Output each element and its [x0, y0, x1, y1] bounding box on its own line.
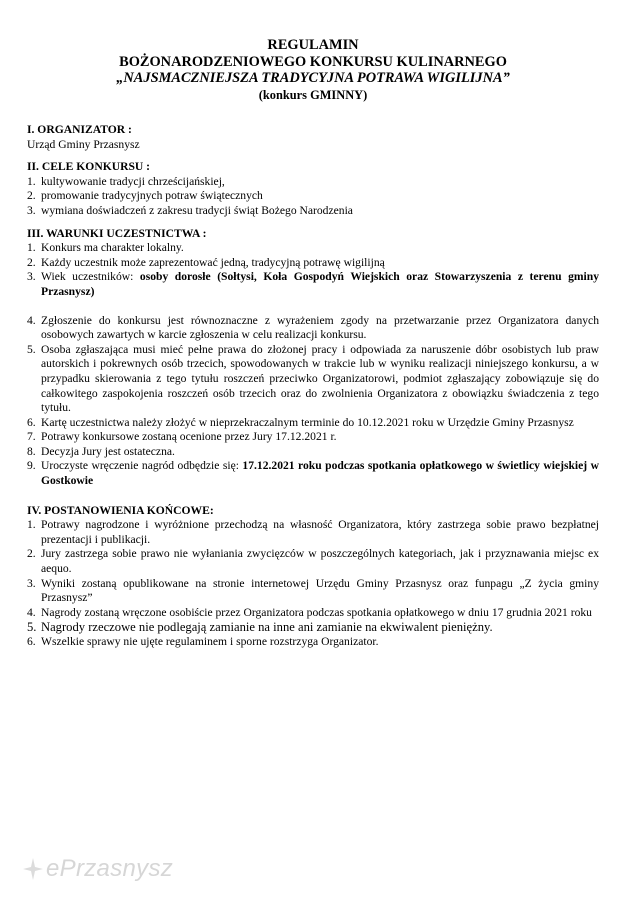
list-item — [27, 635, 599, 650]
item-text: Potrawy konkursowe zostaną ocenione przez Jury 17.12.2021 r. — [41, 430, 337, 444]
list-item — [27, 445, 599, 460]
document-header — [27, 37, 599, 103]
document-page — [27, 37, 599, 650]
list-item — [27, 620, 599, 635]
item-text: wymiana doświadczeń z zakresu tradycji świąt Bożego Narodzenia — [41, 203, 353, 217]
item-text — [41, 459, 599, 488]
item-number: 4. — [27, 605, 36, 619]
section-organizer — [27, 123, 599, 152]
list-item — [27, 175, 599, 190]
item-text: Kartę uczestnictwa należy złożyć w nieprzekraczalnym terminie do 10.12.2021 roku w Urzędzie Gminy Przasnysz — [41, 415, 574, 429]
item-number: 7. — [27, 430, 36, 444]
item-number: 9. — [27, 459, 36, 473]
item-text: Jury zastrzega sobie prawo nie wyłaniania zwycięzców w poszczególnych kategoriach, jak i przyznawania miejsc ex aequo. — [41, 547, 599, 576]
item-number: 3. — [27, 576, 36, 590]
item-number: 1. — [27, 518, 36, 532]
item-text — [41, 270, 599, 299]
list-item — [27, 547, 599, 576]
watermark-text: ePrzasnysz — [46, 854, 174, 882]
item-number: 3. — [27, 203, 36, 217]
contest-name: „NAJSMACZNIEJSZA TRADYCYJNA POTRAWA WIGILIJNA” — [116, 70, 510, 86]
item-text: Osoba zgłaszająca musi mieć pełne prawa do złożonej pracy i odpowiada za naruszenie dóbr osobistych lub praw autorskich i pokrewnych osób trzecich, spowodowanych w trakcie lub w wyniku realizacji niniejszego konkursu, a w przypadku skierowania z tego tytułu roszczeń przeciwko Organizatorowi, podmiot zgłaszający zobowiązuje się do całkowitego zaspokojenia roszczeń osób trzecich oraz do zwolnienia Organizatora z obowiązku świadczenia z tego tytułu. — [41, 342, 599, 415]
item-text: promowanie tradycyjnych potraw świątecznych — [41, 189, 263, 203]
item-text: Wyniki zostaną opublikowane na stronie internetowej Urzędu Gminy Przasnysz oraz funpagu „Z życia gminy Przasnysz” — [41, 576, 599, 605]
item-number: 8. — [27, 444, 36, 458]
section-title: IV. POSTANOWIENIA KOŃCOWE: — [27, 503, 214, 517]
section-title: I. ORGANIZATOR : — [27, 123, 132, 136]
list-item — [27, 430, 599, 445]
item-text: kultywowanie tradycji chrześcijańskiej, — [41, 174, 225, 188]
list-item — [27, 416, 599, 431]
list-item — [27, 577, 599, 606]
item-number: 5. — [27, 342, 36, 356]
star-logo-icon — [22, 856, 44, 882]
item-text: Wszelkie sprawy nie ujęte regulaminem i sporne rozstrzyga Organizator. — [41, 635, 379, 648]
organizer-name: Urząd Gminy Przasnysz — [27, 137, 140, 151]
list-item — [27, 343, 599, 416]
section-goals — [27, 160, 599, 218]
list-item — [27, 241, 599, 256]
item-number: 2. — [27, 547, 36, 561]
item-text: Zgłoszenie do konkursu jest równoznaczne z wyrażeniem zgody na przetwarzanie przez Organizatora danych osobowych zawartych w karcie zgłoszenia w celu realizacji konkursu. — [41, 313, 599, 342]
item-text: Decyzja Jury jest ostateczna. — [41, 444, 175, 458]
item-number: 1. — [27, 241, 36, 255]
list-item — [27, 270, 599, 299]
list-item — [27, 459, 599, 488]
item-number: 2. — [27, 189, 36, 203]
list-item — [27, 189, 599, 204]
item-text-bold: 17.12.2021 roku podczas spotkania opłatkowego w świetlicy wiejskiej w Gostkowie — [41, 459, 599, 488]
item-number: 5. — [27, 620, 37, 635]
list-item — [27, 606, 599, 621]
item-text: Każdy uczestnik może zaprezentować jedną, tradycyjną potrawę wigilijną — [41, 255, 385, 269]
item-number: 1. — [27, 174, 36, 188]
item-number: 3. — [27, 270, 36, 284]
title-line: REGULAMIN — [267, 37, 359, 53]
item-text-bold: osoby dorosłe (Sołtysi, Koła Gospodyń Wiejskich oraz Stowarzyszenia z terenu gminy Przasnysz) — [41, 270, 599, 298]
item-number: 6. — [27, 415, 36, 429]
item-text: Potrawy nagrodzone i wyróżnione przechodzą na własność Organizatora, który zastrzega sobie prawo bezpłatnej prezentacji i publikacji. — [41, 518, 599, 546]
item-text-plain: Uroczyste wręczenie nagród odbędzie się: — [41, 459, 243, 473]
item-text: Nagrody zostaną wręczone osobiście przez Organizatora podczas spotkania opłatkowego w dniu 17 grudnia 2021 roku — [41, 605, 592, 619]
item-text-plain: Wiek uczestników: — [41, 270, 140, 284]
section-title: II. CELE KONKURSU : — [27, 160, 151, 174]
item-number: 2. — [27, 255, 36, 269]
contest-scope: (konkurs GMINNY) — [258, 87, 368, 102]
site-watermark — [22, 856, 173, 882]
item-text: Nagrody rzeczowe nie podlegają zamianie na inne ani zamianie na ekwiwalent pieniężny. — [41, 620, 493, 635]
section-title: III. WARUNKI UCZESTNICTWA : — [27, 226, 207, 240]
item-number: 4. — [27, 313, 36, 327]
section-final-provisions — [27, 504, 599, 650]
list-item — [27, 314, 599, 343]
item-text: Konkurs ma charakter lokalny. — [41, 241, 184, 255]
item-number: 6. — [27, 635, 36, 648]
list-item — [27, 518, 599, 547]
list-item — [27, 256, 599, 271]
list-item — [27, 204, 599, 219]
title-line: BOŻONARODZENIOWEGO KONKURSU KULINARNEGO — [119, 53, 507, 70]
section-conditions — [27, 227, 599, 489]
